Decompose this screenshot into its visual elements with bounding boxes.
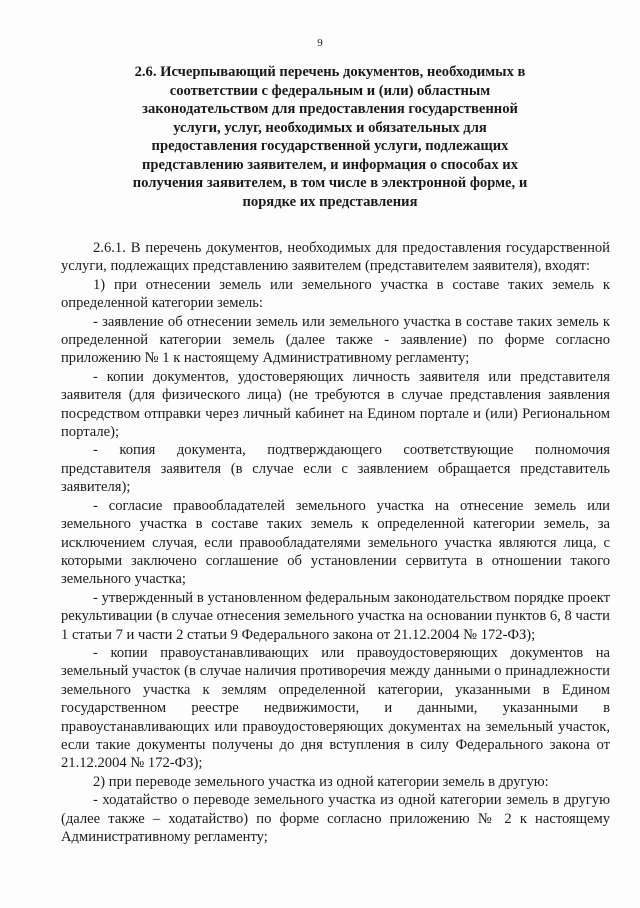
paragraph: - согласие правообладателей земельного участка на отнесение земель или земельного участка в составе таких земель к определенной категории земель, за исключением случая, если правообладателями земельного участка являются лица, с которыми заключено соглашение об установлении сервитута в отношении такого земельного участка; xyxy=(61,497,610,588)
paragraph: 1) при отнесении земель или земельного участка в составе таких земель к определенной категории земель: xyxy=(61,276,610,312)
paragraph: - ходатайство о переводе земельного участка из одной категории земель в другую (далее также – ходатайство) по форме согласно приложению № 2 к настоящему Административному регламенту; xyxy=(61,792,610,845)
paragraph: - копия документа, подтверждающего соответствующие полномочия представителя заявителя (в случае если с заявлением обращается представитель заявителя); xyxy=(61,442,610,496)
section-heading: 2.6. Исчерпывающий перечень документов, необходимых в соответствии с федеральным и (или) областным законодательством для предоставления государственной услуги, услуг, необходимых и обязательных для предоставления государственной услуги, подлежащих представлению заявителем, и информация о способах их получения заявителем, в том числе в электронной форме, и порядке их представления xyxy=(132,64,528,210)
paragraph: - копии документов, удостоверяющих личность заявителя или представителя заявителя (для физического лица) (не требуются в случае представления заявления посредством отправки через личный кабинет на Едином портале и (или) Региональном портале); xyxy=(61,368,610,441)
paragraph: 2) при переводе земельного участка из одной категории земель в другую: xyxy=(93,773,549,790)
paragraph: - утвержденный в установленном федеральным законодательством порядке проект рекультивации (в случае отнесения земельного участка на основании пунктов 6, 8 части 1 статьи 7 и части 2 статьи 9 Федерального закона от 21.12.2004 № 172-ФЗ); xyxy=(61,589,610,643)
paragraph: - копии правоустанавливающих или правоудостоверяющих документов на земельный участок (в случае наличия противоречия между данными о принадлежности земельного участка к землям определенной категории, указанными в Едином государственном реестре недвижимости, и данными, указанными в правоустанавливающих или правоудостоверяющих документах на земельный участок, если такие документы получены до дня вступления в силу Федерального закона от 21.12.2004 № 172-ФЗ); xyxy=(61,644,610,772)
document-body xyxy=(61,239,610,846)
paragraph: 2.6.1. В перечень документов, необходимых для предоставления государственной услуги, подлежащих представлению заявителем (представителем заявителя), входят: xyxy=(61,240,610,275)
paragraph: - заявление об отнесении земель или земельного участка в составе таких земель к определенной категории земель (далее также - заявление) по форме согласно приложению № 1 к настоящему Административному регламенту; xyxy=(61,313,610,367)
page-number: 9 xyxy=(317,37,323,49)
